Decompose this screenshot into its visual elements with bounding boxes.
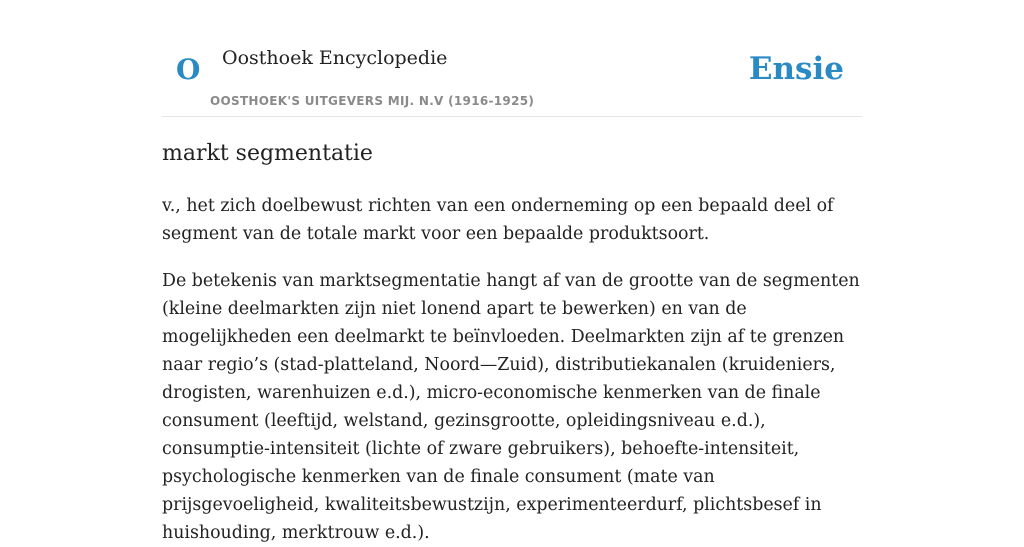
source-publisher: OOSTHOEK'S UITGEVERS MIJ. N.V (1916-1925) bbox=[210, 94, 535, 108]
source-header bbox=[162, 0, 862, 117]
source-logo[interactable]: O bbox=[176, 53, 201, 86]
entry-definition: v., het zich doelbewust richten van een onderneming op een bepaald deel of segment van de totale markt voor een bepaalde produktsoort. bbox=[162, 196, 834, 244]
ensie-brand-link[interactable]: Ensie bbox=[748, 51, 844, 87]
source-title-link[interactable]: Oosthoek Encyclopedie bbox=[222, 47, 448, 69]
entry-title: markt segmentatie bbox=[162, 141, 373, 166]
entry-paragraph: De betekenis van marktsegmentatie hangt af van de grootte van de segmenten (kleine deelmarkten zijn niet lonend apart te bewerken) en van de mogelijkheden een deelmarkt te beïnvloeden. Deelmarkten zijn af te grenzen naar regio’s (stad-platteland, Noord—Zuid), distributiekanalen (kruideniers, drogisten, warenhuizen e.d.), micro-economische kenmerken van de finale consument (leeftijd, welstand, gezinsgrootte, opleidingsniveau e.d.), consumptie-intensiteit (lichte of zware gebruikers), behoefte-intensiteit, psychologische kenmerken van de finale consument (mate van prijsgevoeligheid, kwaliteitsbewustzijn, experimenteerdurf, plichtsbesef in huishouding, merktrouw e.d.). bbox=[162, 271, 860, 543]
content-container bbox=[162, 0, 862, 543]
